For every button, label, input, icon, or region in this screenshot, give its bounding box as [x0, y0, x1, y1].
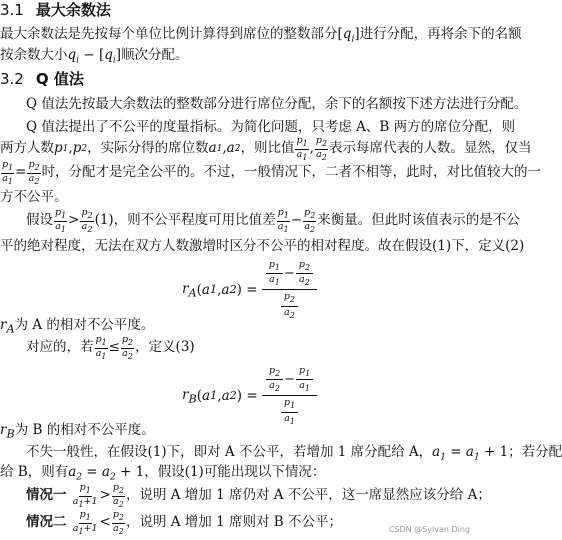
paragraph-line: $r_A$为 A 的相对不公平度。 [0, 317, 155, 336]
watermark: CSDN @Sylvan Ding [388, 525, 470, 534]
paragraph-line: Q 值法先按最大余数法的整数部分进行席位分配，余下的名额按下述方法进行分配。 [26, 96, 528, 112]
paragraph-line: 两方人数 p 1 , p 2 ，实际分得的席位数 a 1 , a 2 ，则比值 $\frac{p_1}{a_1}$ , $\frac{p_2}{a_2}$ 表示每席代表的人数。显然，仅当 [0, 135, 532, 162]
section-heading-3-1: 3.1 最大余数法 [0, 1, 111, 19]
paragraph-line: $r_B$为 B 的相对不公平度。 [0, 422, 155, 441]
paragraph-line: $\frac{p_1}{a_1}$ = $\frac{p_2}{a_2}$ 时，分配才是完全公平的。不过，一般情况下，二者不相等，此时，对比值较大的一 [2, 159, 542, 186]
paragraph-line: 给 B，则有$a_2 = a_2 + 1$，假设(1)可能出现以下情况： [0, 464, 326, 483]
case-one: 情况一 $\frac{p_1}{a_1+1}$ > $\frac{p_2}{a_2}$ ，说明 A 增加 1 席仍对 A 不公平，这一席显然应该分给 A； [26, 482, 491, 509]
paragraph-line: Q 值法提出了不公平的度量指标。为简化问题，只考虑 A、B 两方的席位分配，则 [26, 119, 516, 135]
paragraph-line: 平的绝对程度，无法在双方人数激增时区分不公平的相对程度。故在假设(1)下，定义(2) [0, 238, 525, 254]
equation-r-b: $r_B$ ( a 1 , a 2 ) = $\frac{p_2}{a_2}$ − $\frac{p_1}{a_1}$ $\frac{p_1}{a_1}$ [182, 364, 317, 428]
paragraph-line: 假设 $\frac{p_1}{a_1}$ > $\frac{p_2}{a_2}$ (1)，则不公平程度可用比值差 $\frac{p_1}{a_1}$ − $\frac{p_2}{a_2}$ 来衡量。但此时该值表示的是不公 [26, 207, 520, 234]
paragraph-line: 不失一般性，在假设(1)下，即对 A 不公平，若增加 1 席分配给 A，$a_1 = a_1 + 1$；若分配 [26, 444, 562, 463]
paragraph-line: 最大余数法是先按每个单位比例计算得到席位的整数部分$[q_i]$进行分配，再将余下的名额 [0, 26, 522, 45]
case-two: 情况二 $\frac{p_1}{a_1+1}$ < $\frac{p_2}{a_2}$ ，说明 A 增加 1 席则对 B 不公平； [26, 509, 342, 536]
paragraph-line: 方不公平。 [0, 189, 68, 205]
paragraph-line: 按余数大小$q_i - [q_i]$顺次分配。 [0, 47, 189, 66]
paragraph-line: 对应的，若 $\frac{p_1}{a_1}$ ≤ $\frac{p_2}{a_2}$ ，定义(3) [26, 334, 195, 361]
section-heading-3-2: 3.2 Q 值法 [0, 70, 84, 88]
equation-r-a: $r_A$ ( a 1 , a 2 ) = $\frac{p_1}{a_1}$ − $\frac{p_2}{a_2}$ $\frac{p_2}{a_2}$ [182, 258, 317, 322]
